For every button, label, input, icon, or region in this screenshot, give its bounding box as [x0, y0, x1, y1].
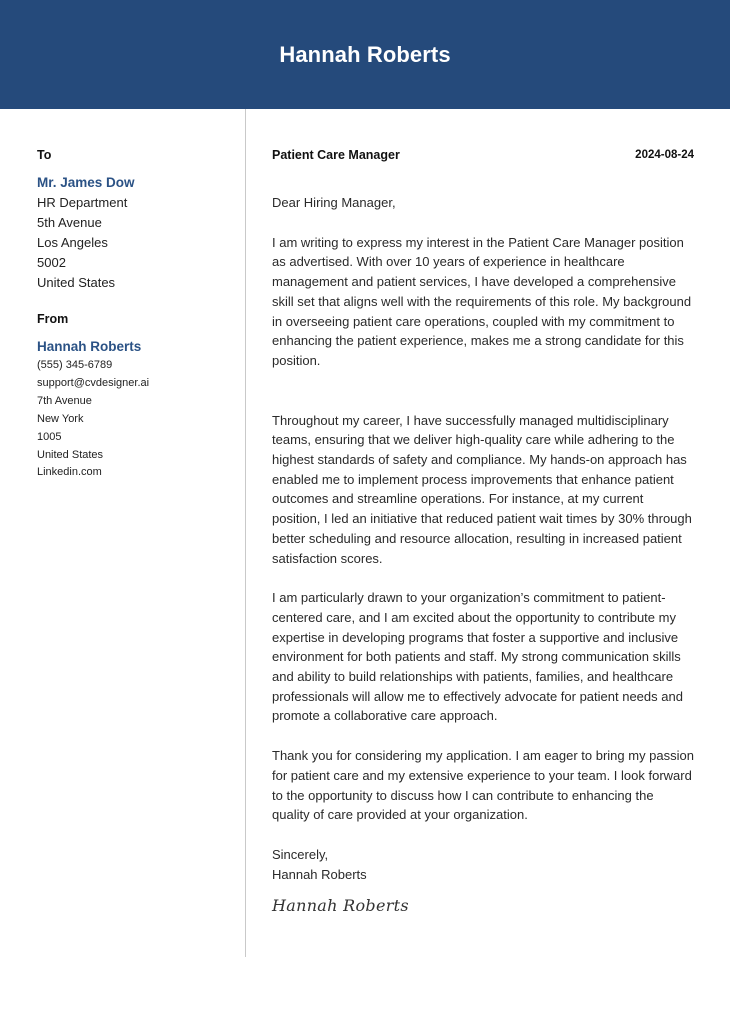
sender-contact [37, 357, 227, 482]
sender-email: support@cvdesigner.ai [37, 376, 150, 389]
recipient-line: 5002 [37, 255, 66, 270]
letter-date: 2024-08-24 [635, 149, 694, 161]
to-section-title: To [37, 148, 52, 162]
recipient-line: 5th Avenue [37, 215, 102, 230]
paragraph: Thank you for considering my application. I am eager to bring my passion for patient care and my extensive experience to your team. I look forward to the opportunity to discuss how I can contribute to enhancing the quality of care provided at your organization. [272, 748, 694, 823]
recipient-line: Los Angeles [37, 235, 108, 250]
sender-line: New York [37, 412, 84, 425]
sender-name: Hannah Roberts [37, 339, 142, 354]
recipient-address [37, 193, 227, 293]
applicant-name: Hannah Roberts [279, 41, 451, 67]
recipient-line: HR Department [37, 195, 128, 210]
closing-name: Hannah Roberts [272, 866, 367, 882]
greeting: Dear Hiring Manager, [272, 195, 396, 210]
paragraph: I am particularly drawn to your organization’s commitment to patient-centered care, and I am excited about the opportunity to contribute my expertise in developing programs that foster a supportive and inclusive environment for both patients and staff. My strong communication skills and ability to build relationships with patients, families, and healthcare professionals will allow me to effectively advocate for patient needs and promote a collaborative care approach. [272, 590, 683, 724]
sender-linkedin: Linkedin.com [37, 466, 102, 479]
sender-line: 1005 [37, 430, 62, 443]
sender-line: United States [37, 448, 104, 461]
letter-text [272, 193, 694, 884]
page-header [0, 0, 730, 109]
sender-phone: (555) 345-6789 [37, 359, 113, 371]
closing: Sincerely, [272, 846, 329, 862]
recipient-line: United States [37, 275, 116, 290]
letter-header-row [272, 146, 694, 164]
letter-body [272, 146, 694, 915]
sender-line: 7th Avenue [37, 394, 92, 407]
column-divider [245, 109, 246, 957]
job-title: Patient Care Manager [272, 148, 400, 162]
paragraph: I am writing to express my interest in the Patient Care Manager position as advertised. With over 10 years of experience in healthcare management and patient services, I have developed a comprehensive skill set that aligns well with the requirements of this role. My background in overseeing patient care operations, coupled with my commitment to enhancing the patient experience, makes me a strong candidate for this position. [272, 234, 692, 368]
paragraph: Throughout my career, I have successfully managed multidisciplinary teams, ensuring that we deliver high-quality care while adhering to the highest standards of safety and compliance. My hands-on approach has enabled me to implement process improvements that enhance patient outcomes and streamline operations. For instance, at my current position, I led an initiative that reduced patient wait times by 30% through better scheduling and resource allocation, resulting in increased patient satisfaction scores. [272, 412, 692, 566]
signature: Hannah Roberts [272, 896, 409, 916]
recipient-name: Mr. James Dow [37, 175, 135, 190]
contact-sidebar [37, 146, 227, 482]
from-section-title: From [37, 312, 69, 326]
